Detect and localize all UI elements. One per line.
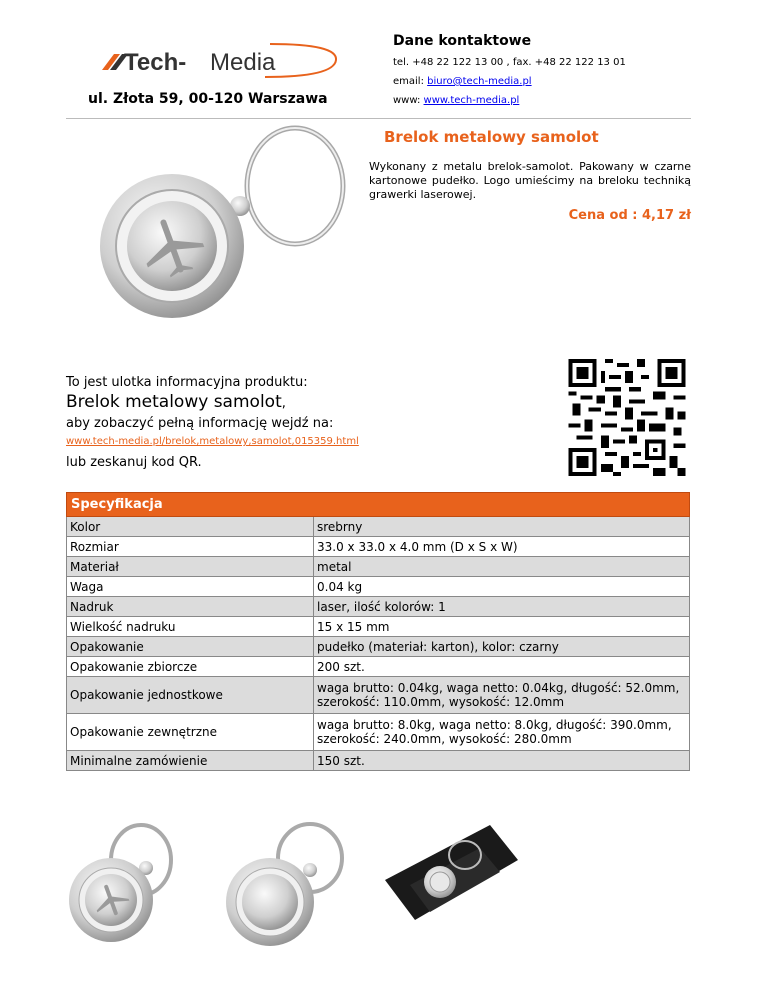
product-image-back	[210, 820, 350, 950]
www-link[interactable]: www.tech-media.pl	[423, 95, 520, 106]
product-image-front	[66, 820, 176, 950]
info-product-name: Brelok metalowy samolot,	[66, 392, 286, 412]
spec-key: Opakowanie zewnętrzne	[67, 714, 314, 751]
spec-key: Rozmiar	[67, 537, 314, 557]
spec-key: Wielkość nadruku	[67, 617, 314, 637]
spec-value: 150 szt.	[314, 751, 690, 771]
spec-key: Nadruk	[67, 597, 314, 617]
table-row	[67, 714, 690, 751]
product-price: Cena od : 4,17 zł	[568, 208, 691, 223]
spec-key: Kolor	[67, 517, 314, 537]
specification-table	[66, 492, 690, 771]
spec-value: 200 szt.	[314, 657, 690, 677]
spec-key: Opakowanie zbiorcze	[67, 657, 314, 677]
table-row	[67, 751, 690, 771]
spec-value: metal	[314, 557, 690, 577]
spec-key: Waga	[67, 577, 314, 597]
spec-value: waga brutto: 8.0kg, waga netto: 8.0kg, długość: 390.0mm, szerokość: 240.0mm, wysokość: 280.0mm	[314, 714, 690, 751]
email-link[interactable]: biuro@tech-media.pl	[427, 76, 532, 87]
spec-value: pudełko (materiał: karton), kolor: czarny	[314, 637, 690, 657]
product-url-link[interactable]: www.tech-media.pl/brelok,metalowy,samolot,015359.html	[66, 436, 359, 447]
company-address: ul. Złota 59, 00-120 Warszawa	[88, 91, 328, 107]
table-row	[67, 517, 690, 537]
product-image-keyring	[100, 118, 355, 333]
tech-media-logo	[100, 40, 340, 80]
table-row	[67, 537, 690, 557]
product-description: Wykonany z metalu brelok-samolot. Pakowany w czarne kartonowe pudełko. Logo umieścimy na breloku techniką grawerki laserowej.	[369, 160, 691, 201]
spec-value: 33.0 x 33.0 x 4.0 mm (D x S x W)	[314, 537, 690, 557]
table-row	[67, 677, 690, 714]
spec-key: Opakowanie	[67, 637, 314, 657]
table-row	[67, 637, 690, 657]
product-image-box	[380, 820, 520, 950]
table-row	[67, 657, 690, 677]
table-row	[67, 617, 690, 637]
specification-header: Specyfikacja	[67, 493, 690, 517]
spec-key: Materiał	[67, 557, 314, 577]
info-intro: To jest ulotka informacyjna produktu:	[66, 375, 308, 390]
qr-code	[563, 359, 691, 476]
spec-value: 0.04 kg	[314, 577, 690, 597]
info-visit: aby zobaczyć pełną informację wejdź na:	[66, 416, 334, 431]
spec-key: Minimalne zamówienie	[67, 751, 314, 771]
spec-value: laser, ilość kolorów: 1	[314, 597, 690, 617]
spec-value: 15 x 15 mm	[314, 617, 690, 637]
www-line: www: www.tech-media.pl	[393, 95, 520, 106]
table-row	[67, 597, 690, 617]
spec-key: Opakowanie jednostkowe	[67, 677, 314, 714]
spec-value: waga brutto: 0.04kg, waga netto: 0.04kg, długość: 52.0mm, szerokość: 110.0mm, wysokość: 12.0mm	[314, 677, 690, 714]
spec-value: srebrny	[314, 517, 690, 537]
phone-fax-line: tel. +48 22 122 13 00 , fax. +48 22 122 13 01	[393, 57, 626, 68]
contact-title: Dane kontaktowe	[393, 33, 532, 49]
logo-text-tech: Tech-	[124, 49, 187, 76]
logo-text-media: Media	[210, 49, 276, 76]
table-row	[67, 557, 690, 577]
table-row	[67, 577, 690, 597]
info-scan: lub zeskanuj kod QR.	[66, 455, 202, 470]
product-title: Brelok metalowy samolot	[384, 128, 599, 146]
email-line: email: biuro@tech-media.pl	[393, 76, 532, 87]
